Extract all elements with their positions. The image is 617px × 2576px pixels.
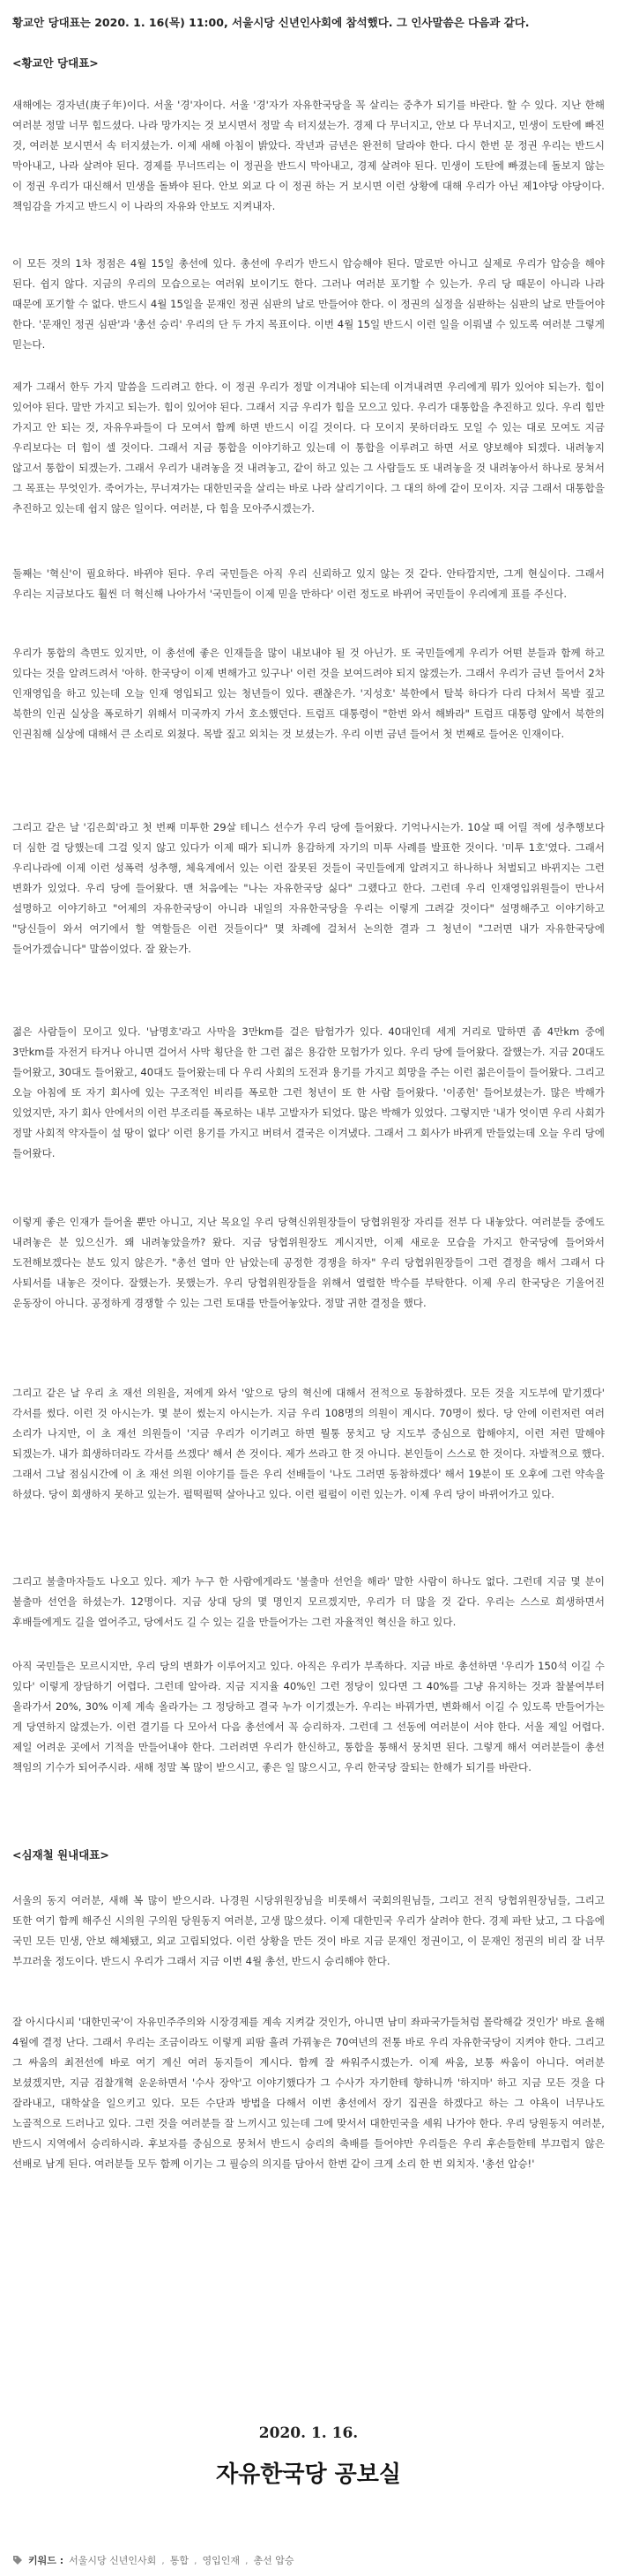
paragraph: 젊은 사람들이 모이고 있다. '남명호'라고 사막을 3만km를 걸은 탐험가가 있다. 40대인데 세계 거리로 말하면 좀 4만km 중에 3만km를 자전거 타거나 아니면 걸어서 사막 횡단을 한 그런 젊은 용감한 모험가가 있다. 우리 당에 들어왔다. 잘했는가. 지금 20대도 들어왔고, 30대도 들어왔고, 40대도 들어왔는데 다 우리 사회의 도전과 용기를 가지고 희망을 주는 이런 젊은이들이 들어왔다. 그리고 오늘 아침에 또 자기 회사에 있는 구조적인 비리를 폭로한 그런 청년이 또 한 사람 들어왔다. '이종헌' 들어보셨는가. 많은 박해가 있었지만, 자기 회사 안에서의 이런 부조리를 폭로하는 내부 고발자가 되었다. 많은 박해가 있었다. 그렇지만 '내가 엇이면 우리 사회가 정말 사회적 약자들이 설 땅이 없다' 이런 용기를 가지고 버텨서 결국은 이겨냈다. 그래서 그 회사가 바뀌게 만들었는데 오늘 우리 당에 들어왔다. [12,1025,605,1159]
keyword-label: 키워드 : [28,2555,64,2566]
keyword-link[interactable]: 서울시당 신년인사회 [69,2555,157,2566]
paragraph: 그리고 불출마자들도 나오고 있다. 제가 누구 한 사람에게라도 '불출마 선언을 해라' 말한 사람이 하나도 없다. 그런데 지금 몇 분이 불출마 선언을 하셨는가. 12명이다. 지금 상대 당의 몇 명인지 모르겠지만, 우리가 더 많을 것 같다. 우리는 스스로 희생하면서 후배들에게도 길을 열어주고, 당에서도 길 수 있는 길을 만들어가는 그런 자율적인 혁신을 하고 있다. [12,1575,605,1628]
release-date: 2020. 1. 16. [258,2424,359,2442]
paragraph: 그리고 같은 날 '김은희'라고 첫 번째 미투한 29살 테니스 선수가 우리 당에 들어왔다. 기억나시는가. 10살 때 어릴 적에 성추행보다 더 심한 걸 당했는데 그걸 잊지 않고 있다가 이제 때가 되니까 용감하게 자기의 미투 사례를 발표한 것이다. '미투 1호'였다. 그래서 우리나라에 이제 이런 성폭력 성추행, 체육계에서 있는 이런 잘못된 것들이 국민들에게 알려지고 하나하나 처벌되고 바뀌지는 그런 변화가 있었다. 우리 당에 들어왔다. 맨 처음에는 "나는 자유한국당 싫다" 그랬다고 한다. 그런데 우리 인재영입위원들이 만나서 설명하고 이야기하고 "어제의 자유한국당이 아니라 내일의 자유한국당을 우리는 이렇게 그려갈 것이다" 설명해주고 이야기하고 "당신들이 와서 여기에서 할 역할들은 이런 것들이다" 몇 차례에 걸쳐서 논의한 결과 그 청년이 "그러면 내가 자유한국당에 들어가겠습니다" 말씀이었다. 잘 왔는가. [12,821,605,955]
keyword-bar: 키워드 : 서울시당 신년인사회 , 통합 , 영입인재 , 총선 압승 [12,2551,605,2569]
paragraph: 서울의 동지 여러분, 새해 복 많이 받으시라. 나경원 시당위원장님을 비롯해서 국회의원님들, 그리고 전직 당협위원장님들, 그리고 또한 여기 함께 해주신 시의원 구의원 당원동지 여러분, 고생 많으셨다. 이제 대한민국 우리가 살려야 한다. 경제 파탄 났고, 그 다음에 국민 모든 민생, 안보 해체됐고, 외교 고립되었다. 이런 상황을 만든 것이 바로 지금 문재인 정권이고, 이 문재인 정권의 비리 잘 너무 부끄러울 정도이다. 반드시 우리가 그래서 지금 이번 4월 총선, 반드시 승리해야 한다. [12,1894,605,1967]
paragraph: 이 모든 것의 1차 정점은 4월 15일 총선에 있다. 총선에 우리가 반드시 압승해야 된다. 말로만 아니고 실제로 우리가 압승을 해야 된다. 쉽지 않다. 지금의 우리의 모습으로는 여러워 보이기도 한다. 그러나 여러분 포기할 수 있는가. 우리 당 때문이 아니라 나라 때문에 포기할 수 없다. 반드시 4월 15일을 문재인 정권 심판의 날로 만들어야 한다. 이 정권의 실정을 심판하는 심판의 날로 만들어야 한다. '문재인 정권 심판'과 '총선 승리' 우리의 단 두 가지 목표이다. 이번 4월 15일 반드시 이런 일을 이뤄낼 수 있도록 여러분 그렇게 믿는다. [12,257,605,351]
paragraph: 그리고 같은 날 우리 초 재선 의원을, 저에게 와서 '앞으로 당의 혁신에 대해서 전적으로 동참하겠다. 모든 것을 지도부에 맡기겠다' 각서를 썼다. 이런 것 아시는가. 몇 분이 썼는지 아시는가. 지금 우리 108명의 의원이 계시다. 70명이 썼다. 당 안에 이런저런 여러 소리가 나지만, 이 초 재선 의원들이 '지금 우리가 이기려고 하면 뭘통 뭉치고 당 지도부 중심으로 합해야지, 이런 저런 말해야 되겠는가. 내가 희생하더라도 각서를 쓰겠다' 해서 쓴 것이다. 제가 쓰라고 한 것 아니다. 본인들이 스스로 한 것이다. 자발적으로 했다. 그래서 그날 점심시간에 이 초 재선 의원 이야기를 들은 우리 선배들이 '나도 그러면 동참하겠다' 해서 19분이 또 오후에 그런 약속을 하셨다. 당이 회생하지 못하고 있는가. 펄떡펄떡 살아나고 있다. 이런 펄펄이 이런 있는가. 이제 우리 당이 바뀌어가고 있다. [12,1387,605,1500]
paragraph: 잘 아시다시피 '대한민국'이 자유민주주의와 시장경제를 계속 지켜갈 것인가, 아니면 남미 좌파국가들처럼 몰락해갈 것인가' 바로 올해 4월에 결정 난다. 그래서 우리는 조금이라도 이렇게 피땀 흘려 가꿔놓은 70여년의 전통 바로 우리 자유한국당이 지켜야 한다. 그리고 그 싸움의 최전선에 바로 여기 계신 여러 동지들이 계시다. 함께 잘 싸워주시겠는가. 이제 싸움, 보통 싸움이 아니다. 여러분 보셨겠지만, 지금 검찰개혁 운운하면서 '수사 장악'고 이야기했다가 그 수사가 자기한테 향하니까 '하지마' 하고 지금 모든 것을 다 잘라내고, 대학살을 일으키고 있다. 모든 수단과 방법을 다해서 이번 총선에서 장기 집권을 하겠다고 하는 그 야욕이 너무나도 노골적으로 드러나고 있다. 그런 것을 여러분들 잘 느끼시고 있는데 그에 맞서서 대한민국을 세워 나가야 한다. 우리 당원동지 여러분, 반드시 지역에서 승리하시라. 후보자를 중심으로 뭉쳐서 반드시 승리의 축배를 들어야만 우리들은 우리 후손들한테 부끄럽지 않은 선배로 남게 된다. 여러분들 모두 함께 이기는 그 필승의 의지를 담아서 한번 같이 크게 소리 한 번 외치자. '총선 압승!' [12,2016,605,2170]
paragraph: 우리가 통합의 측면도 있지만, 이 총선에 좋은 인재들을 많이 내보내야 될 것 아닌가. 또 국민들에게 우리가 어떤 분들과 함께 하고 있다는 것을 알려드려서 '아하. 한국당이 이제 변해가고 있구나' 이런 것을 보여드려야 되지 않겠는가. 그래서 우리가 금년 들어서 2차 인재영입을 하고 있는데 오늘 인재 영입되고 있는 청년들이 있다. 괜찮은가. '지성호' 북한에서 탈북 하다가 다리 다쳐서 목발 짚고 북한의 인권 실상을 폭로하기 위해서 미국까지 가서 호소했던다. 트럼프 대통령이 "한번 와서 해봐라" 트럼프 대통령 앞에서 북한의 인권침해 실상에 대해서 큰 소리로 외쳤다. 목발 짚고 외치는 것 보셨는가. 우리 이번 금년 들어서 첫 번째로 들어온 인재이다. [12,647,605,740]
paragraph: 둘째는 '혁신'이 필요하다. 바뀌야 된다. 우리 국민들은 아직 우리 신뢰하고 있지 않는 것 같다. 안타깝지만, 그게 현실이다. 그래서 우리는 지금보다도 훨씬 더 혁신해 나아가서 '국민들이 이제 믿을 만하다' 이런 정도로 바뀌어 국민들이 우리에게 표를 주신다. [12,567,605,600]
keyword-link[interactable]: 총선 압승 [253,2555,294,2566]
lead-text: 황교안 당대표는 2020. 1. 16(목) 11:00, 서울시당 신년인사회에 참석했다. 그 인사말씀은 다음과 같다. [12,16,530,29]
office-signature: 자유한국당 공보실 [216,2461,401,2488]
keyword-link[interactable]: 영입인재 [202,2555,241,2566]
paragraph: 새해에는 경자년(庚子年)이다. 서울 '경'자이다. 서울 '경'자가 자유한국당을 꼭 살리는 중추가 되기를 바란다. 할 수 있다. 지난 한해 여러분 정말 너무 힘드셨다. 나라 망가지는 것 보시면서 정말 속 터지셨는가. 경제 다 무너지고, 안보 다 무너지고, 민생이 도탄에 빠진 것, 여러분 보시면서 속 터지셨는가. 이제 새해 아침이 밝았다. 작년과 금년은 완전히 달라야 한다. 다시 한번 문 정권 우리는 반드시 막아내고, 나라 살려야 된다. 경제를 무너뜨리는 이 정권을 반드시 막아내고, 경제 살려야 된다. 민생이 도탄에 빠졌는데 돌보지 않는 이 정권 우리가 대신해서 민생을 돌봐야 된다. 안보 외교 다 이 정권 하는 거 보시면 이런 상황에 대해 우리가 아닌 제1야당 야당이다. 책임감을 가지고 반드시 이 나라의 자유와 안보도 지켜내자. [12,99,605,212]
tag-icon [12,2555,23,2565]
section-heading-shim: <심재철 원내대표> [12,1848,109,1862]
paragraph: 아직 국민들은 모르시지만, 우리 당의 변화가 이루어지고 있다. 아직은 우리가 부족하다. 지금 바로 총선하면 '우리가 150석 이길 수 있다' 이렇게 장담하기 어렵다. 그런데 알아라. 지금 지지율 40%인 그런 정당이 있다면 그 40%를 그냥 유지하는 것과 찰붙여부터 올라가서 20%, 30% 이제 계속 올라가는 그 정당하고 결국 누가 이기겠는가. 우리는 바꿔가면, 변화해서 이길 수 있도록 만들어가는 게 당연하지 않겠는가. 이런 결기를 다 모아서 다음 총선에서 꼭 승리하자. 그런데 그 선동에 여러분이 서야 한다. 서울 제일 어렵다. 제일 어려운 곳에서 기적을 만들어내야 한다. 그러려면 우리가 한신하고, 통합을 통해서 뭉치면 된다. 그렇게 해서 여러분들이 총선 책임의 기수가 되어주시라. 새해 정말 복 많이 받으시고, 좋은 일 많으시고, 우리 한국당 잘되는 한해가 되기를 바란다. [12,1660,605,1773]
section-heading-hwang: <황교안 당대표> [12,56,99,70]
paragraph: 이렇게 좋은 인재가 들어올 뿐만 아니고, 지난 목요일 우리 당혁신위원장들이 당협위원장 자리를 전부 다 내놓았다. 여러분들 중에도 내려놓은 분 있으신가. 왜 내려놓았을까? 왔다. 지금 당협위원장도 계시지만, 이제 새로운 모습을 가지고 한국당에 들어와서 도전해보겠다는 분도 있지 않은가. "총선 열마 안 남았는데 공정한 경쟁을 하자" 우리 당협위원장들이 그런 결정을 해서 그래서 다 사퇴서를 내놓은 것이다. 잘했는가. 못했는가. 우리 당협위원장들을 위해서 열렬한 박수를 부탁한다. 이제 우리 한국당은 기울어진 운동장이 아니다. 공정하게 경쟁할 수 있는 그런 토대를 만들어놓았다. 정말 귀한 결정을 했다. [12,1216,605,1309]
keyword-link[interactable]: 통합 [169,2555,190,2566]
paragraph: 제가 그래서 한두 가지 말씀을 드리려고 한다. 이 정권 우리가 정말 이겨내야 되는데 이겨내려면 우리에게 뭐가 있어야 되는가. 힘이 있어야 된다. 말만 가지고 되는가. 힘이 있어야 된다. 그래서 지금 우리가 힘을 모으고 있다. 우리가 대통합을 추진하고 있다. 우리 힘만 가지고 안 되는 것, 자유우파들이 다 모여서 함께 하면 반드시 이길 것이다. 다 모이지 못하더라도 모일 수 있는 대로 모여도 지금 우리보다는 더 힘이 셀 것이다. 그래서 지금 통합을 이야기하고 있는데 이 통합을 이루려고 하면 서로 양보해야 되겠다. 내려놓지 않고서 통합이 되겠는가. 그래서 우리가 내려놓을 것 내려놓고, 같이 하고 있는 그 사람들도 또 내려놓을 것 내려놓아서 하나로 뭉쳐서 그 목표는 무엇인가. 죽어가는, 무너져가는 대한민국을 살리는 바로 나라 살리기이다. 그 대의 하에 같이 모이자. 지금 그래서 대통합을 추진하고 있는데 쉽지 않은 일이다. 여러분, 다 힘을 모아주시겠는가. [12,381,605,514]
